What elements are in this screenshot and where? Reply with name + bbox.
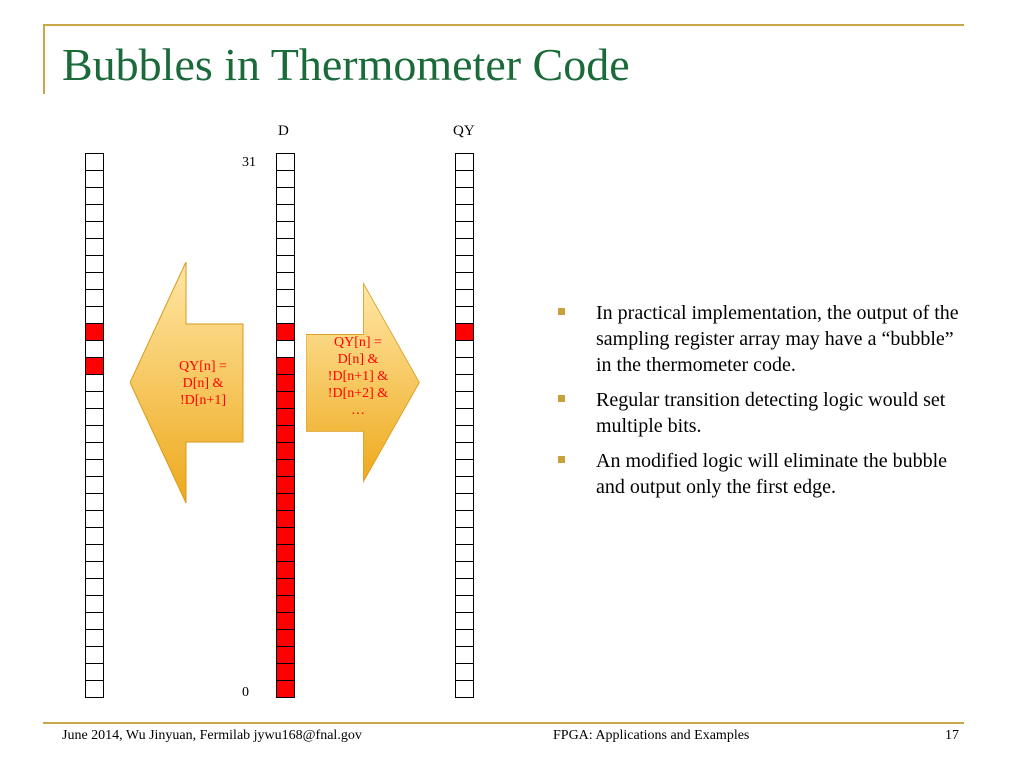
bit-cell-clear <box>456 239 473 256</box>
formula-line: !D[n+1] & <box>327 369 389 384</box>
bit-cell-clear <box>277 256 294 273</box>
bit-cell-set <box>277 528 294 545</box>
bit-cell-set <box>277 562 294 579</box>
bit-cell-clear <box>86 562 103 579</box>
bit-cell-clear <box>86 596 103 613</box>
bit-cell-clear <box>86 545 103 562</box>
formula-line: QY[n] = <box>334 335 382 350</box>
bit-cell-clear <box>86 307 103 324</box>
bit-cell-clear <box>456 596 473 613</box>
bit-cell-clear <box>456 494 473 511</box>
bit-cell-clear <box>456 511 473 528</box>
bit-cell-set <box>277 596 294 613</box>
bit-cell-clear <box>86 511 103 528</box>
bullet-list <box>556 300 966 509</box>
qy-register-column <box>455 153 474 698</box>
bit-cell-clear <box>86 664 103 681</box>
bit-cell-clear <box>277 307 294 324</box>
bit-cell-clear <box>456 290 473 307</box>
bit-cell-clear <box>86 273 103 290</box>
bit-cell-clear <box>86 443 103 460</box>
d-register-column <box>276 153 295 698</box>
bit-cell-set <box>277 613 294 630</box>
bit-cell-clear <box>86 477 103 494</box>
bit-cell-set <box>86 358 103 375</box>
square-bullet-icon <box>558 308 565 315</box>
bullet-text: An modified logic will eliminate the bubble and output only the first edge. <box>596 450 948 498</box>
bit-cell-clear <box>456 205 473 222</box>
bit-cell-set <box>277 477 294 494</box>
bit-cell-clear <box>456 341 473 358</box>
bit-cell-clear <box>456 664 473 681</box>
bit-cell-clear <box>456 222 473 239</box>
bullet-item <box>556 448 966 500</box>
right-arrow-formula <box>313 334 403 419</box>
bit-cell-clear <box>86 613 103 630</box>
bit-cell-set <box>277 375 294 392</box>
bit-cell-clear <box>456 392 473 409</box>
bit-cell-clear <box>456 579 473 596</box>
bit-cell-set <box>277 409 294 426</box>
bit-cell-set <box>86 324 103 341</box>
bit-cell-clear <box>86 392 103 409</box>
bit-cell-clear <box>456 613 473 630</box>
bit-cell-set <box>456 324 473 341</box>
bit-cell-clear <box>277 171 294 188</box>
bit-cell-clear <box>86 290 103 307</box>
bit-cell-clear <box>456 154 473 171</box>
bit-cell-clear <box>86 341 103 358</box>
bit-cell-clear <box>277 222 294 239</box>
bit-cell-clear <box>456 188 473 205</box>
slide-title: Bubbles in Thermometer Code <box>62 39 630 90</box>
left-arrow-formula <box>163 358 243 409</box>
bit-cell-clear <box>86 171 103 188</box>
bit-cell-clear <box>86 154 103 171</box>
bit-cell-clear <box>456 443 473 460</box>
bit-cell-clear <box>456 307 473 324</box>
bit-cell-clear <box>86 630 103 647</box>
bit-cell-clear <box>456 477 473 494</box>
bit-cell-set <box>277 324 294 341</box>
bit-index-top: 31 <box>242 155 256 170</box>
bit-cell-set <box>277 392 294 409</box>
bit-cell-clear <box>86 579 103 596</box>
bit-cell-clear <box>456 528 473 545</box>
bit-cell-clear <box>456 426 473 443</box>
bit-cell-set <box>277 443 294 460</box>
bit-cell-clear <box>456 375 473 392</box>
bit-cell-clear <box>277 205 294 222</box>
bit-cell-clear <box>456 273 473 290</box>
bit-cell-clear <box>277 154 294 171</box>
bit-cell-set <box>277 630 294 647</box>
bit-cell-clear <box>456 681 473 698</box>
bit-cell-set <box>277 511 294 528</box>
bit-cell-clear <box>456 562 473 579</box>
formula-line: … <box>351 403 365 418</box>
bit-cell-set <box>277 460 294 477</box>
bit-cell-clear <box>456 460 473 477</box>
qy-column-label: QY <box>453 123 475 139</box>
footer-divider <box>43 722 964 724</box>
bit-cell-set <box>277 358 294 375</box>
bit-cell-clear <box>86 375 103 392</box>
formula-line: !D[n+2] & <box>327 386 389 401</box>
bit-cell-clear <box>277 341 294 358</box>
bit-cell-clear <box>86 460 103 477</box>
bit-cell-set <box>277 664 294 681</box>
bit-index-bottom: 0 <box>242 685 249 700</box>
bit-cell-set <box>277 647 294 664</box>
bit-cell-clear <box>86 426 103 443</box>
bit-cell-clear <box>456 647 473 664</box>
input-register-column <box>85 153 104 698</box>
bit-cell-clear <box>456 545 473 562</box>
bit-cell-clear <box>86 409 103 426</box>
bit-cell-clear <box>86 494 103 511</box>
bit-cell-set <box>277 426 294 443</box>
formula-line: !D[n+1] <box>180 393 226 408</box>
bit-cell-clear <box>86 256 103 273</box>
bit-cell-clear <box>86 188 103 205</box>
bit-cell-set <box>277 681 294 698</box>
bit-cell-clear <box>277 290 294 307</box>
square-bullet-icon <box>558 395 565 402</box>
bullet-text: In practical implementation, the output of the sampling register array may have a “bubble” in the thermometer code. <box>596 302 959 376</box>
bit-cell-clear <box>86 222 103 239</box>
bit-cell-clear <box>456 409 473 426</box>
bit-cell-clear <box>456 358 473 375</box>
bit-cell-clear <box>86 528 103 545</box>
formula-line: QY[n] = <box>179 359 227 374</box>
page-number: 17 <box>945 728 959 743</box>
d-column-label: D <box>278 123 289 139</box>
bullet-item <box>556 387 966 439</box>
bullet-text: Regular transition detecting logic would set multiple bits. <box>596 389 946 437</box>
bit-cell-clear <box>456 171 473 188</box>
square-bullet-icon <box>558 456 565 463</box>
bit-cell-clear <box>86 681 103 698</box>
bit-cell-set <box>277 545 294 562</box>
bit-cell-set <box>277 579 294 596</box>
bit-cell-clear <box>277 188 294 205</box>
top-border-line <box>43 24 964 26</box>
bit-cell-clear <box>86 205 103 222</box>
bit-cell-clear <box>86 647 103 664</box>
bit-cell-clear <box>277 239 294 256</box>
left-border-line <box>43 24 45 94</box>
bit-cell-set <box>277 494 294 511</box>
footer-course-title: FPGA: Applications and Examples <box>553 728 750 743</box>
bit-cell-clear <box>86 239 103 256</box>
bit-cell-clear <box>456 630 473 647</box>
formula-line: D[n] & <box>337 352 379 367</box>
bit-cell-clear <box>456 256 473 273</box>
bullet-item <box>556 300 966 378</box>
footer-author: June 2014, Wu Jinyuan, Fermilab jywu168@fnal.gov <box>62 728 362 743</box>
bit-cell-clear <box>277 273 294 290</box>
formula-line: D[n] & <box>182 376 224 391</box>
